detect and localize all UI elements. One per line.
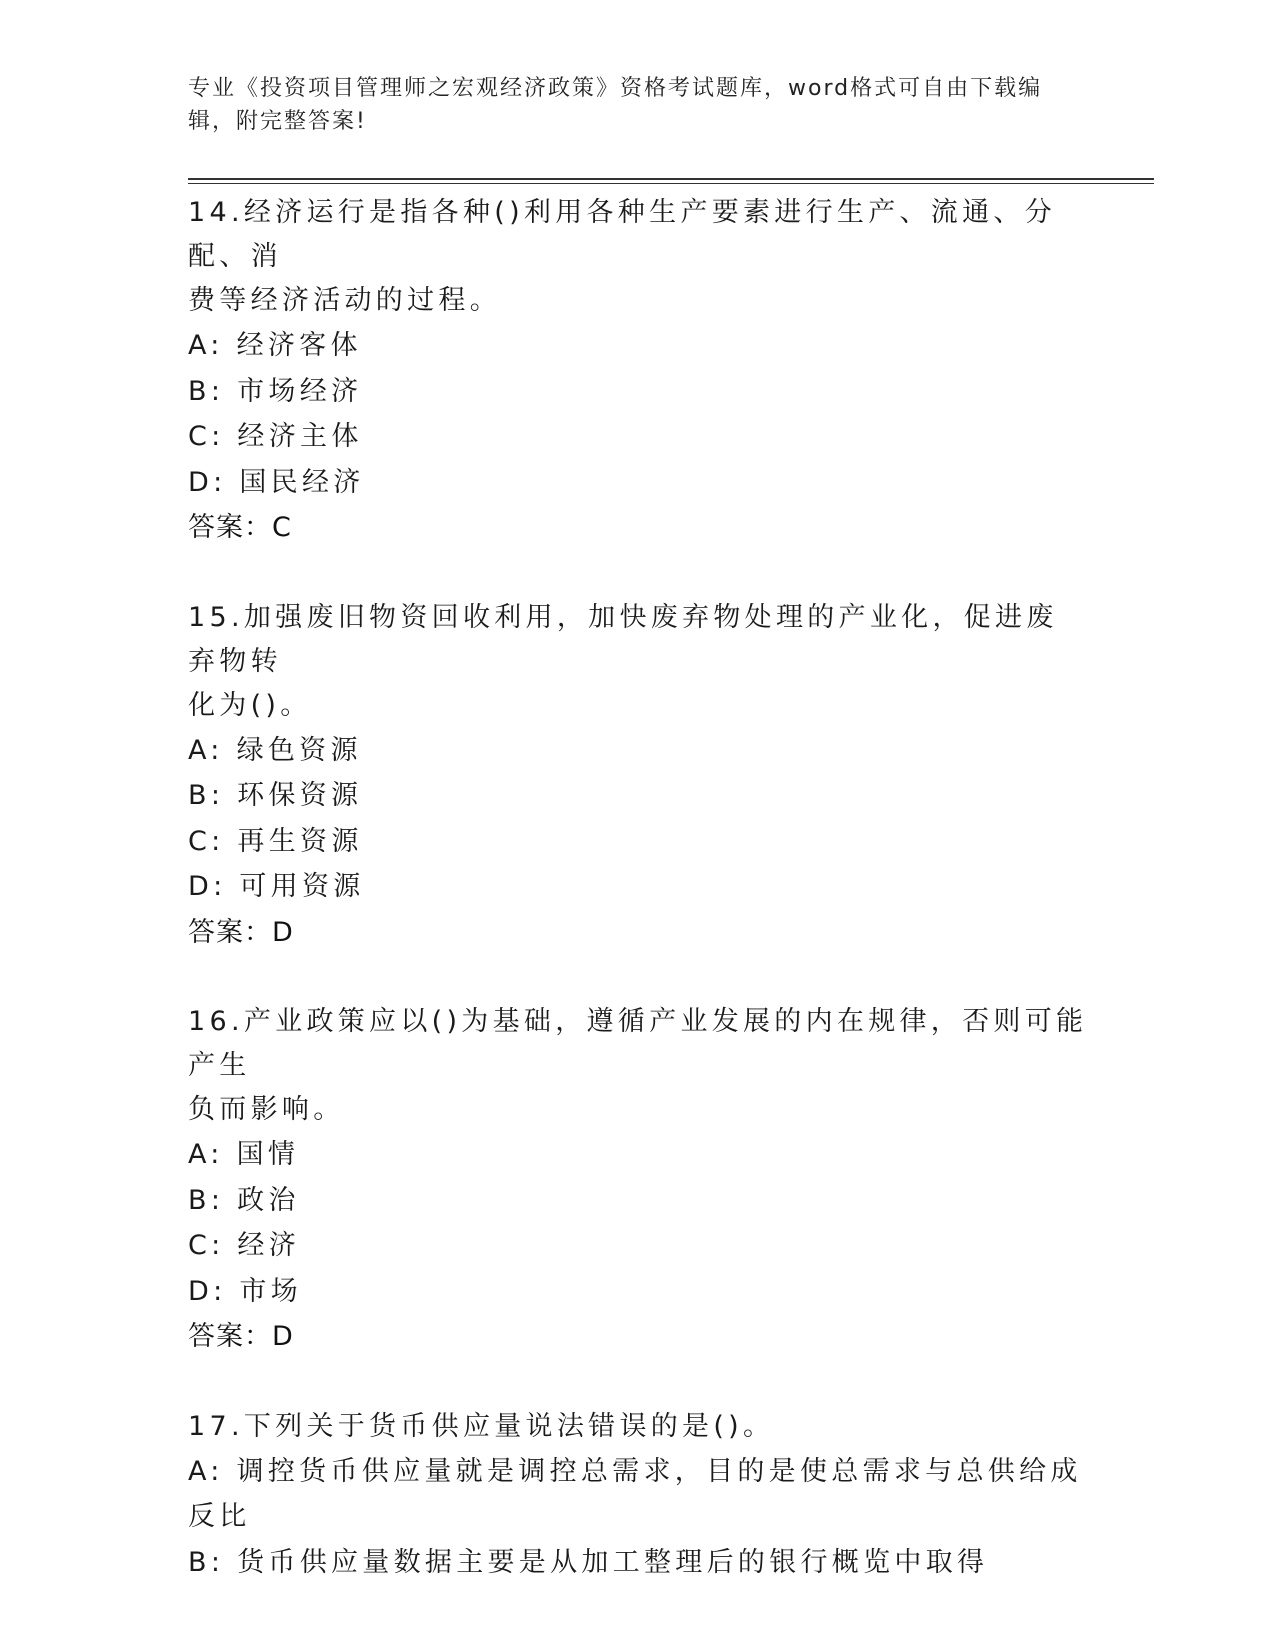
- header-divider-thin: [188, 183, 1154, 184]
- header-line-1: 专业《投资项目管理师之宏观经济政策》资格考试题库，word格式可自由下载编: [188, 76, 1043, 101]
- question-stem-line: 负而影响。: [188, 1094, 345, 1125]
- option-a: A: 国情: [188, 1139, 300, 1170]
- option-b: B: 市场经济: [188, 375, 363, 407]
- question-stem-line: 14.经济运行是指各种()利用各种生产要素进行生产、流通、分配、消: [188, 197, 1057, 272]
- option-c: C: 经济: [188, 1230, 301, 1261]
- option-b: B: 环保资源: [188, 780, 363, 811]
- option-d: D: 可用资源: [188, 871, 365, 902]
- question-stem-line: 费等经济活动的过程。: [188, 285, 501, 316]
- option-a: A: 绿色资源: [188, 734, 362, 766]
- option-a: A: 调控货币供应量就是调控总需求，目的是使总需求与总供给成反比: [188, 1455, 1082, 1532]
- option-c: C: 经济主体: [188, 421, 363, 452]
- question-stem-line: 16.产业政策应以()为基础，遵循产业发展的内在规律，否则可能产生: [188, 1006, 1088, 1081]
- question-spacer: [188, 551, 1088, 593]
- answer-label: 答案：C: [188, 512, 292, 543]
- question-15: [188, 593, 1088, 956]
- answer-label: 答案：D: [188, 916, 294, 948]
- question-17: [188, 1402, 1088, 1586]
- option-b: B: 政治: [188, 1184, 300, 1216]
- option-b: B: 货币供应量数据主要是从加工整理后的银行概览中取得: [188, 1546, 989, 1578]
- option-d: D: 市场: [188, 1275, 302, 1307]
- header-line-2: 辑，附完整答案!: [188, 109, 367, 134]
- option-a: A: 经济客体: [188, 330, 362, 361]
- question-spacer: [188, 1360, 1088, 1402]
- question-16: [188, 997, 1088, 1360]
- question-spacer: [188, 955, 1088, 997]
- question-list: [188, 188, 1088, 1585]
- question-stem-line: 17.下列关于货币供应量说法错误的是()。: [188, 1410, 775, 1442]
- option-c: C: 再生资源: [188, 825, 363, 857]
- question-stem-line: 15.加强废旧物资回收利用，加快废弃物处理的产业化，促进废弃物转: [188, 601, 1058, 677]
- question-stem-line: 化为()。: [188, 689, 312, 721]
- option-d: D: 国民经济: [188, 466, 365, 498]
- question-14: [188, 188, 1088, 551]
- document-header: [188, 72, 1068, 138]
- header-divider-thick: [188, 178, 1154, 180]
- answer-label: 答案：D: [188, 1321, 294, 1352]
